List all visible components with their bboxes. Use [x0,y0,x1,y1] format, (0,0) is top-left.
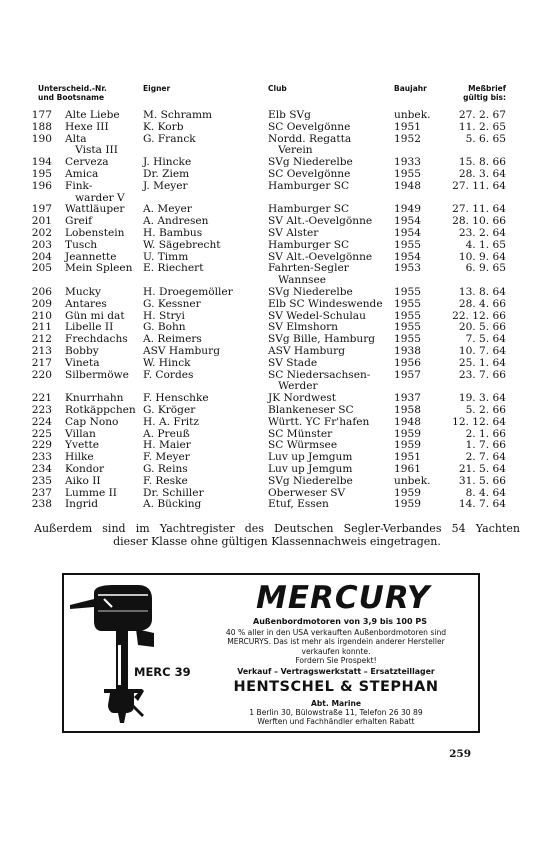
owner-name: A. Andresen [143,215,209,228]
build-year: 1955 [394,309,421,322]
certificate-valid-until: 14. 7. 64 [458,498,506,511]
boat-name: Wattläuper [65,203,125,216]
build-year: 1953 [394,262,421,275]
club-name: Blankeneser SC [268,403,354,416]
owner-name: W. Sägebrecht [143,238,221,251]
owner-name: A. Bücking [143,498,202,511]
header-number-name: Unterscheid.-Nr. und Bootsname [38,84,107,102]
build-year: unbek. [394,109,431,121]
boat-number: 223 [31,403,52,416]
boat-name: Tusch [65,238,98,251]
owner-name: A. Reimers [143,333,202,346]
certificate-valid-until: 27. 11. 64 [452,179,506,192]
owner-name: A. Preuß [143,427,190,440]
boat-name: Libelle II [65,321,114,334]
build-year: 1955 [394,238,421,251]
owner-name: H. Stryi [143,309,185,322]
boat-name: Vista III [65,144,118,157]
boat-number: 196 [31,179,52,192]
certificate-valid-until: 5. 2. 66 [465,403,506,416]
boat-number: 221 [31,392,52,405]
certificate-valid-until: 28. 10. 66 [452,215,506,228]
owner-name: K. Korb [143,120,184,133]
boat-name: Lumme II [65,486,117,499]
certificate-valid-until: 27. 11. 64 [452,203,506,216]
build-year: 1956 [394,356,421,369]
certificate-valid-until: 5. 6. 65 [465,132,506,145]
club-name: SVg Niederelbe [268,156,353,169]
build-year: 1954 [394,215,421,228]
build-year: 1948 [394,415,421,428]
owner-name: G. Kessner [143,297,201,310]
boat-number: 229 [31,439,52,452]
certificate-valid-until: 28. 4. 66 [458,297,506,310]
owner-name: H. Droegemöller [143,285,233,298]
boat-number: 237 [31,486,52,499]
boat-number: 202 [31,226,52,239]
boat-number: 212 [31,333,52,346]
club-name: Elb SVg [268,109,311,121]
boat-number: 197 [31,203,52,216]
club-name: SV Alt.-Oevelgönne [268,215,373,228]
build-year: 1955 [394,297,421,310]
certificate-valid-until: 15. 8. 66 [458,156,506,169]
table-row [0,122,560,134]
boat-number: 234 [31,462,52,475]
club-name: Wannsee [268,274,327,287]
table-row [0,240,560,252]
table-row [0,405,560,417]
boat-name: Jeannette [65,250,117,263]
boat-number: 206 [31,285,52,298]
build-year: 1955 [394,167,421,180]
build-year: 1961 [394,462,421,475]
outboard-motor-icon [68,585,158,725]
boat-name: Hexe III [65,120,109,133]
boat-number: 224 [31,415,52,428]
boat-number: 233 [31,451,52,464]
club-name: SV Alster [268,226,319,239]
club-name: ASV Hamburg [268,344,345,357]
boat-name: Knurrhahn [65,392,124,405]
boat-name: Frechdachs [65,333,128,346]
owner-name: J. Meyer [143,179,188,192]
club-name: SV Elmshorn [268,321,338,334]
boat-name: Alte Liebe [65,109,120,121]
ad-body-text: 40 % aller in den USA verkauften Außenbordmotoren sind MERCURYS. Das ist mehr als irgendein anderer Hersteller verkaufen konnte. Fordern Sie Prospekt! [225,628,447,666]
build-year: 1954 [394,226,421,239]
club-name: Oberweser SV [268,486,346,499]
club-name: Hamburger SC [268,179,350,192]
page-number: 259 [449,748,471,760]
build-year: 1958 [394,403,421,416]
owner-name: Dr. Schiller [143,486,204,499]
club-name: Luv up Jemgum [268,462,353,475]
table-row [0,287,560,299]
build-year: 1937 [394,392,421,405]
certificate-valid-until: 21. 5. 64 [458,462,506,475]
boat-number: 209 [31,297,52,310]
build-year: 1959 [394,427,421,440]
club-name: Luv up Jemgum [268,451,353,464]
boat-number: 194 [31,156,52,169]
boat-name: Fink- [65,179,93,192]
boat-number: 211 [31,321,52,334]
build-year: unbek. [394,474,431,487]
firm-department: Abt. Marine [310,699,362,708]
owner-name: H. Bambus [143,226,203,239]
boat-number: 204 [31,250,52,263]
owner-name: F. Cordes [143,368,194,381]
boat-number: 190 [31,132,52,145]
boat-number: 217 [31,356,52,369]
boat-name: Mein Spleen [65,262,133,275]
boat-name: Amica [65,167,99,180]
owner-name: Dr. Ziem [143,167,190,180]
table-row [0,181,560,193]
certificate-valid-until: 23. 2. 64 [458,226,506,239]
boat-number: 177 [31,109,52,121]
boat-number: 188 [31,120,52,133]
boat-number: 213 [31,344,52,357]
club-name: Werder [268,380,318,393]
certificate-valid-until: 12. 12. 64 [452,415,506,428]
owner-name: G. Kröger [143,403,196,416]
owner-name: F. Meyer [143,451,190,464]
build-year: 1957 [394,368,421,381]
owner-name: G. Reins [143,462,188,475]
table-row [0,499,560,511]
certificate-valid-until: 10. 9. 64 [458,250,506,263]
boat-name: Aiko II [65,474,101,487]
owner-name: G. Bohn [143,321,186,334]
owner-name: G. Franck [143,132,196,145]
table-row [0,417,560,429]
club-name: Württ. YC Fr'hafen [268,415,370,428]
boat-number: 220 [31,368,52,381]
build-year: 1955 [394,285,421,298]
table-row [0,169,560,181]
table-row [0,299,560,311]
boat-name: Cerveza [65,156,109,169]
owner-name: ASV Hamburg [143,344,220,357]
footnote: Außerdem sind im Yachtregister des Deutschen Segler-Verbandes 54 Yachten dieser Klasse ohne gültigen Klassennachweis eingetragen. [34,522,520,548]
boat-number: 225 [31,427,52,440]
ad-subtitle: Außenbordmotoren von 3,9 bis 100 PS [253,617,427,626]
build-year: 1955 [394,321,421,334]
club-name: SC Münster [268,427,333,440]
owner-name: H. Maier [143,439,191,452]
boat-name: Mucky [65,285,102,298]
club-name: SVg Niederelbe [268,474,353,487]
boat-name: Gün mi dat [65,309,125,322]
boat-name: Cap Nono [65,415,119,428]
certificate-valid-until: 1. 7. 66 [465,439,506,452]
owner-name: M. Schramm [143,109,213,121]
boat-name: Ingrid [65,498,99,511]
certificate-valid-until: 7. 5. 64 [465,333,506,346]
club-name: Verein [268,144,313,157]
header-club: Club [268,84,287,93]
club-name: SV Wedel-Schulau [268,309,366,322]
build-year: 1952 [394,132,421,145]
boat-name: Alta [65,132,87,145]
owner-name: H. A. Fritz [143,415,199,428]
boat-number: 203 [31,238,52,251]
boat-name: Kondor [65,462,105,475]
boat-name: warder V [65,191,125,204]
firm-address: 1 Berlin 30, Bülowstraße 11, Telefon 26 30 89 Werften und Fachhändler erhalten Rabatt [249,708,423,727]
build-year: 1954 [394,250,421,263]
table-row [0,228,560,240]
owner-name: W. Hinck [143,356,191,369]
certificate-valid-until: 23. 7. 66 [458,368,506,381]
owner-name: F. Reske [143,474,188,487]
certificate-valid-until: 13. 8. 64 [458,285,506,298]
certificate-valid-until: 19. 3. 64 [458,392,506,405]
club-name: Fahrten-Segler [268,262,349,275]
owner-name: E. Riechert [143,262,204,275]
certificate-valid-until: 11. 2. 65 [458,120,506,133]
club-name: SC Oevelgönne [268,120,351,133]
build-year: 1959 [394,486,421,499]
certificate-valid-until: 2. 1. 66 [465,427,506,440]
club-name: SC Würmsee [268,439,338,452]
certificate-valid-until: 31. 5. 66 [458,474,506,487]
boat-name: Antares [65,297,107,310]
boat-name: Vineta [65,356,100,369]
boat-number: 205 [31,262,52,275]
boat-name: Bobby [65,344,99,357]
club-name: SVg Bille, Hamburg [268,333,376,346]
boat-number: 210 [31,309,52,322]
boat-name: Lobenstein [65,226,125,239]
boat-name: Villan [65,427,96,440]
owner-name: U. Timm [143,250,189,263]
header-year: Baujahr [394,84,427,93]
build-year: 1948 [394,179,421,192]
certificate-valid-until: 4. 1. 65 [465,238,506,251]
table-row [0,346,560,358]
club-name: Hamburger SC [268,238,350,251]
certificate-valid-until: 28. 3. 64 [458,167,506,180]
club-name: SVg Niederelbe [268,285,353,298]
certificate-valid-until: 10. 7. 64 [458,344,506,357]
build-year: 1955 [394,333,421,346]
certificate-valid-until: 8. 4. 64 [465,486,506,499]
certificate-valid-until: 6. 9. 65 [465,262,506,275]
table-row [0,464,560,476]
boat-number: 195 [31,167,52,180]
header-owner: Eigner [143,84,171,93]
boat-name: Rotkäppchen [65,403,136,416]
boat-number: 238 [31,498,52,511]
build-year: 1951 [394,451,421,464]
yacht-register-table [0,110,560,511]
boat-name: Yvette [65,439,100,452]
build-year: 1949 [394,203,421,216]
owner-name: J. Hincke [143,156,192,169]
mercury-advertisement [62,573,480,733]
build-year: 1959 [394,439,421,452]
boat-name: Silbermöwe [65,368,129,381]
certificate-valid-until: 22. 12. 66 [452,309,506,322]
owner-name: A. Meyer [143,203,192,216]
motor-model-label: MERC 39 [134,665,191,679]
certificate-valid-until: 27. 2. 67 [458,109,506,121]
ad-services: Verkauf – Vertragswerkstatt – Ersatzteillager [237,667,435,676]
club-name: Nordd. Regatta [268,132,352,145]
club-name: Elb SC Windeswende [268,297,383,310]
club-name: SV Alt.-Oevelgönne [268,250,373,263]
certificate-valid-until: 2. 7. 64 [465,451,506,464]
club-name: Etuf, Essen [268,498,329,511]
boat-name: Hilke [65,451,94,464]
club-name: SC Oevelgönne [268,167,351,180]
table-row [0,358,560,370]
build-year: 1938 [394,344,421,357]
owner-name: F. Henschke [143,392,209,405]
club-name: Hamburger SC [268,203,350,216]
firm-name: HENTSCHEL & STEPHAN [233,679,439,695]
build-year: 1933 [394,156,421,169]
table-row [0,476,560,488]
club-name: SC Niedersachsen- [268,368,371,381]
build-year: 1951 [394,120,421,133]
boat-name: Greif [65,215,93,228]
certificate-valid-until: 20. 5. 66 [458,321,506,334]
build-year: 1959 [394,498,421,511]
header-certificate: Meßbrief gültig bis: [463,84,506,102]
club-name: SV Stade [268,356,318,369]
club-name: JK Nordwest [268,392,337,405]
boat-number: 201 [31,215,52,228]
boat-number: 235 [31,474,52,487]
certificate-valid-until: 25. 1. 64 [458,356,506,369]
mercury-logo: MERCURY [256,580,431,616]
